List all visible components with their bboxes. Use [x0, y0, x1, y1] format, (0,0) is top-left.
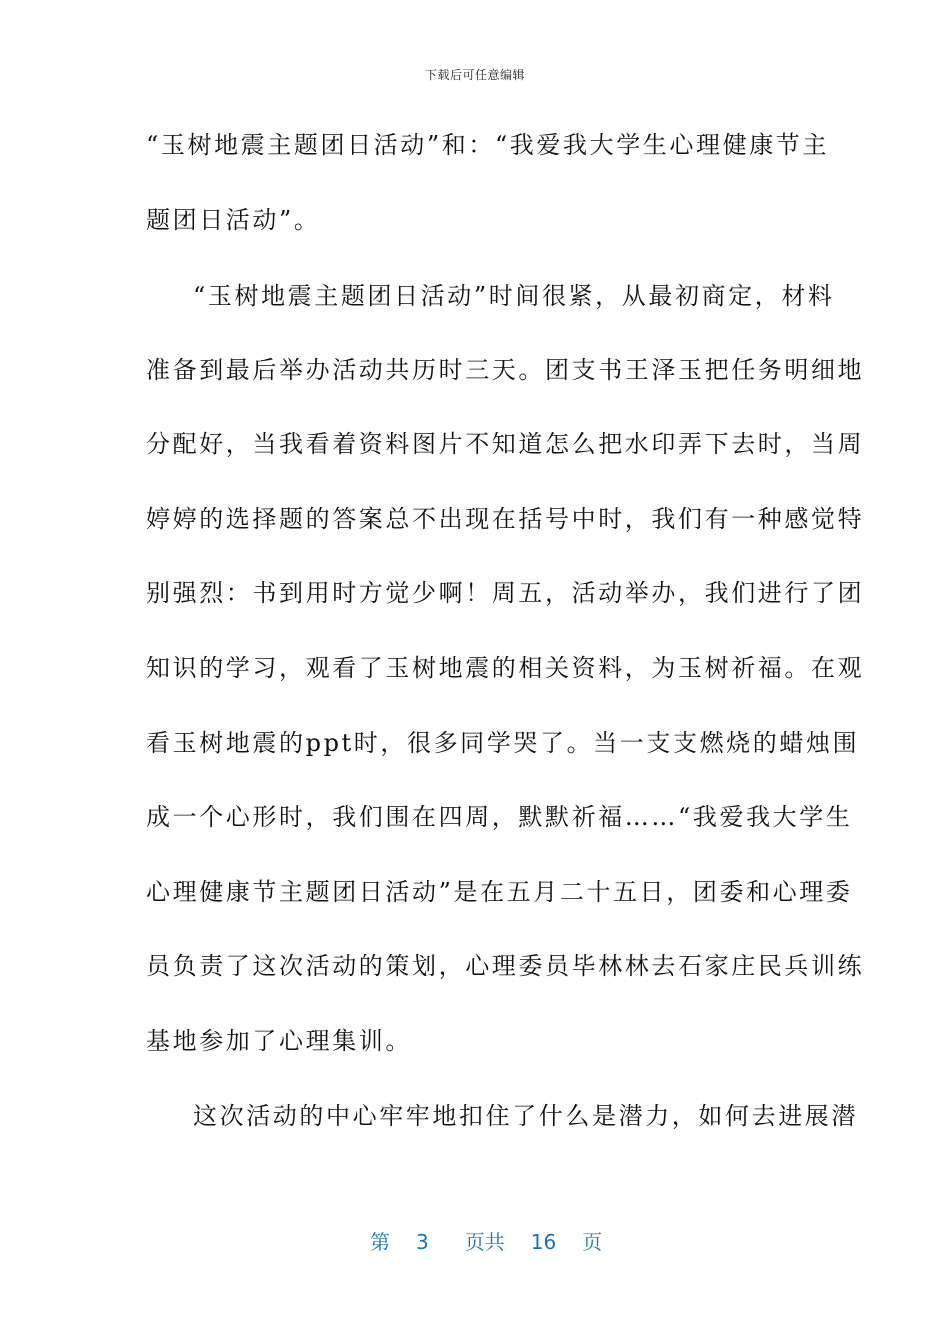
footer-mid: 页共: [464, 1230, 505, 1254]
body-line: 心理健康节主题团日活动”是在五月二十五日，团委和心理委: [146, 878, 853, 906]
body-line: 看玉树地震的ppt时，很多同学哭了。当一支支燃烧的蜡烛围: [146, 729, 860, 757]
total-page-number: 16: [530, 1230, 557, 1254]
body-line: 准备到最后举办活动共历时三天。团支书王泽玉把任务明细地: [146, 356, 865, 384]
body-line: 成一个心形时，我们围在四周，默默祈福……“我爱我大学生: [146, 803, 853, 831]
body-line: 员负责了这次活动的策划，心理委员毕林林去石家庄民兵训练: [146, 952, 865, 980]
body-line: 分配好，当我看着资料图片不知道怎么把水印弄下去时，当周: [146, 430, 865, 458]
body-line: 别强烈：书到用时方觉少啊！周五，活动举办，我们进行了团: [146, 579, 865, 607]
footer-prefix: 第: [370, 1230, 390, 1254]
body-line: “玉树地震主题团日活动”和：“我爱我大学生心理健康节主: [146, 131, 830, 159]
body-line: 基地参加了心理集训。: [146, 1027, 412, 1055]
body-line: 婷婷的选择题的答案总不出现在括号中时，我们有一种感觉特: [146, 505, 865, 533]
paragraph-start-line: “玉树地震主题团日活动”时间很紧，从最初商定，材料: [193, 282, 835, 310]
current-page-number: 3: [416, 1230, 429, 1254]
footer-suffix: 页: [582, 1230, 603, 1254]
page-footer: [370, 1226, 602, 1255]
paragraph-start-line: 这次活动的中心牢牢地扣住了什么是潜力，如何去进展潜: [193, 1102, 858, 1130]
page-header: 下载后可任意编辑: [424, 68, 525, 82]
body-line: 题团日活动”。: [146, 206, 321, 234]
body-line: 知识的学习，观看了玉树地震的相关资料，为玉树祈福。在观: [146, 654, 865, 682]
